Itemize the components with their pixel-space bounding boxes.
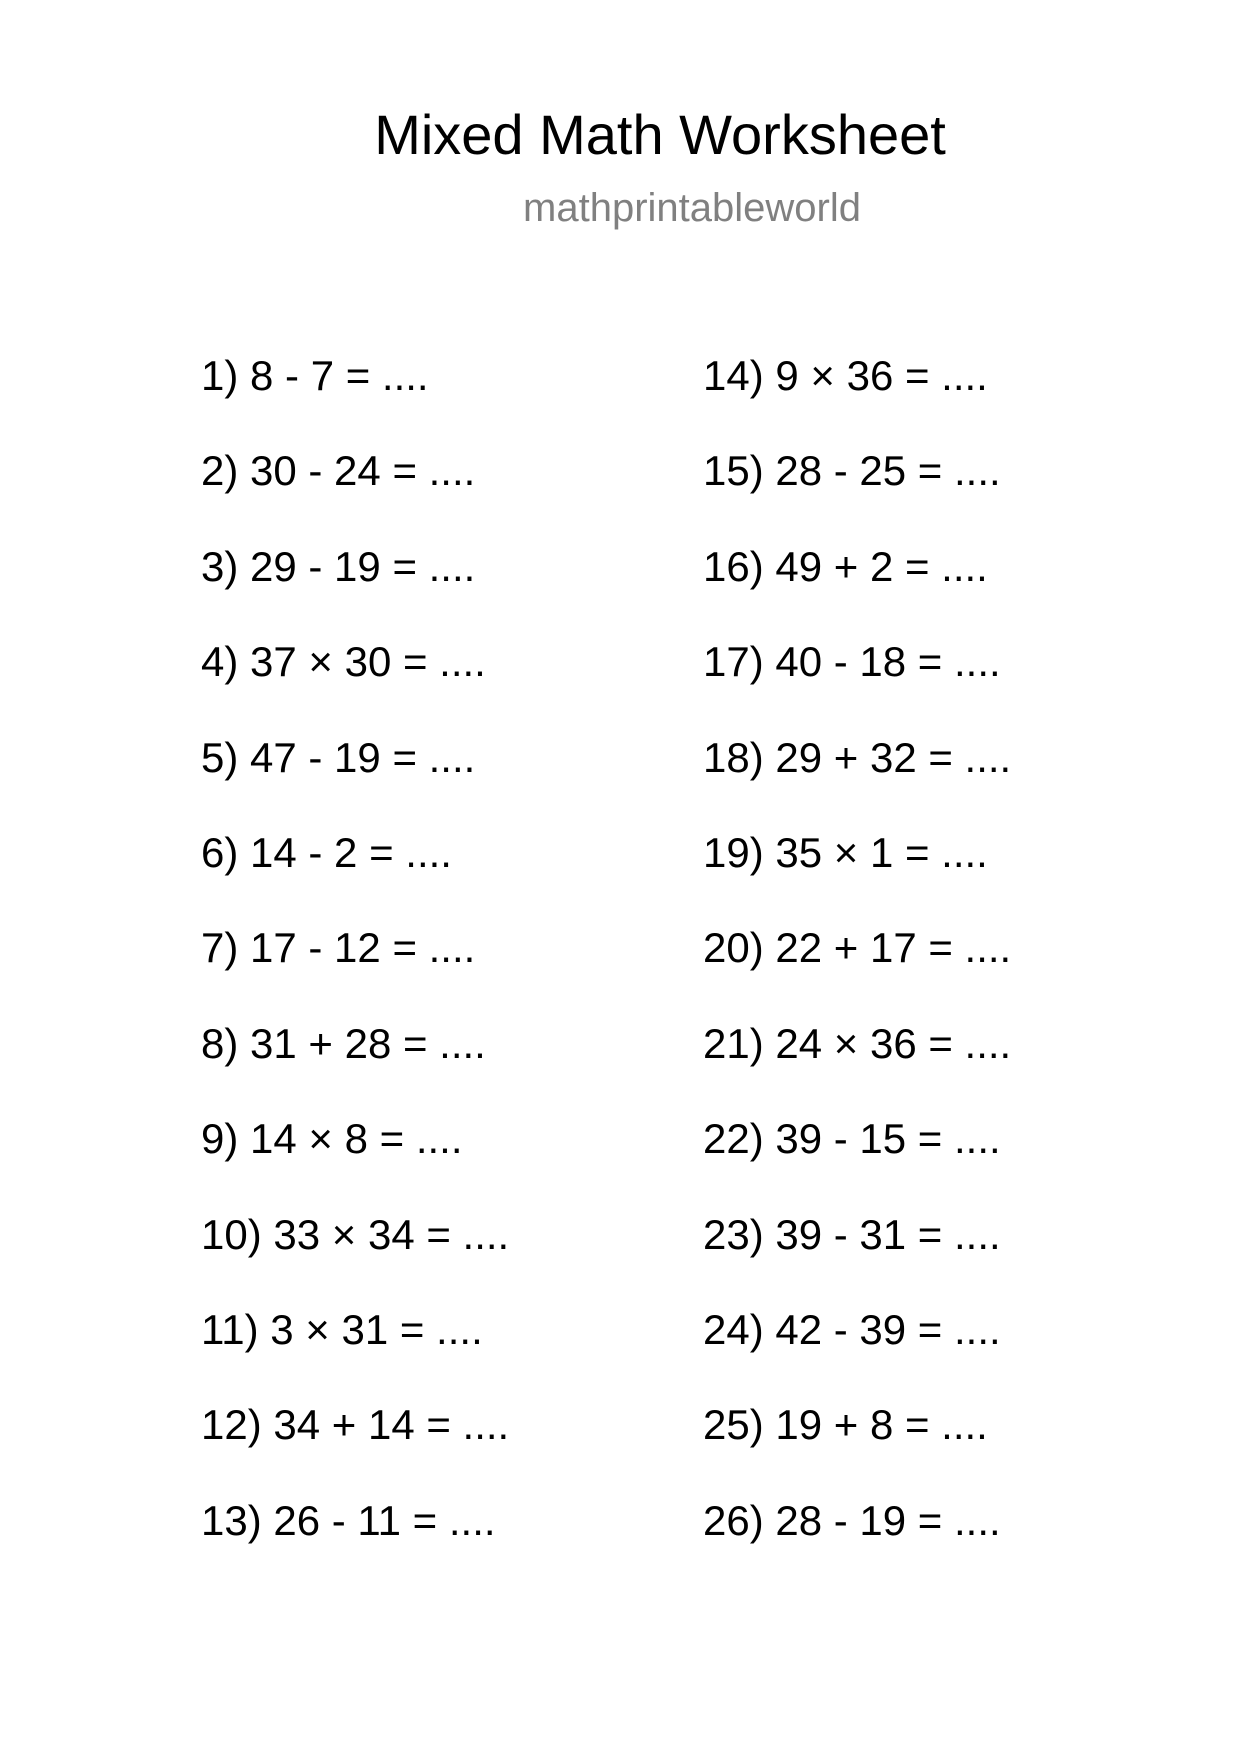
problem-5: 5) 47 - 19 = .... [201,733,476,781]
problem-20: 20) 22 + 17 = .... [703,924,1012,972]
problem-11: 11) 3 × 31 = .... [201,1305,483,1353]
problem-23: 23) 39 - 31 = .... [703,1210,1001,1258]
problem-2: 2) 30 - 24 = .... [201,447,476,495]
problem-24: 24) 42 - 39 = .... [703,1305,1001,1353]
problem-25: 25) 19 + 8 = .... [703,1401,988,1449]
problem-26: 26) 28 - 19 = .... [703,1496,1001,1544]
problem-18: 18) 29 + 32 = .... [703,733,1012,781]
problem-19: 19) 35 × 1 = .... [703,828,988,876]
problem-16: 16) 49 + 2 = .... [703,542,988,590]
problem-21: 21) 24 × 36 = .... [703,1019,1012,1067]
problem-column-right [703,351,1011,1591]
problem-14: 14) 9 × 36 = .... [703,352,988,399]
problem-15: 15) 28 - 25 = .... [703,447,1001,495]
problem-4: 4) 37 × 30 = .... [201,638,486,686]
problem-6: 6) 14 - 2 = .... [201,828,452,876]
problem-22: 22) 39 - 15 = .... [703,1115,1001,1163]
problem-13: 13) 26 - 11 = .... [201,1496,496,1544]
problem-1: 1) 8 - 7 = .... [201,352,429,399]
problem-column-left [201,351,509,1591]
worksheet-subtitle: mathprintableworld [523,186,861,230]
worksheet-title: Mixed Math Worksheet [374,103,946,166]
problem-12: 12) 34 + 14 = .... [201,1401,510,1449]
problem-17: 17) 40 - 18 = .... [703,638,1001,686]
problem-7: 7) 17 - 12 = .... [201,924,476,972]
problem-9: 9) 14 × 8 = .... [201,1115,463,1163]
problem-8: 8) 31 + 28 = .... [201,1019,486,1067]
problem-10: 10) 33 × 34 = .... [201,1210,510,1258]
problem-3: 3) 29 - 19 = .... [201,542,476,590]
